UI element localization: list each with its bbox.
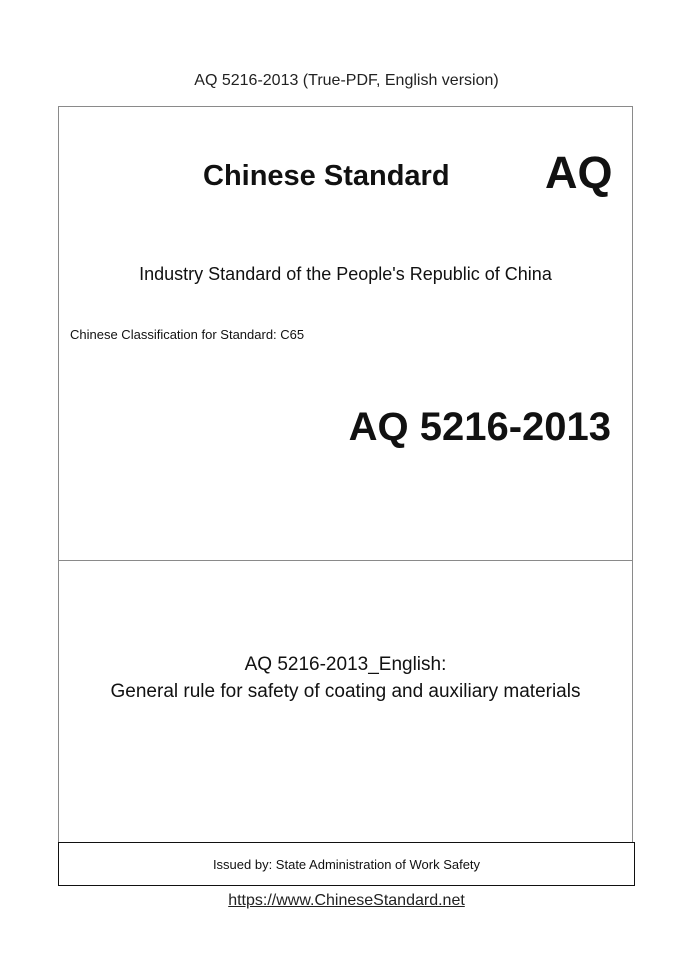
issuer-box xyxy=(58,842,635,886)
classification-label: Chinese Classification for Standard: C65 xyxy=(70,327,305,342)
website-link[interactable]: https://www.ChineseStandard.net xyxy=(228,892,465,909)
cover-heading: Chinese Standard xyxy=(203,160,450,192)
standard-title xyxy=(58,651,633,705)
industry-subtitle: Industry Standard of the People's Republic of China xyxy=(139,264,552,284)
standard-mark: AQ xyxy=(545,147,613,198)
section-divider xyxy=(58,560,633,561)
cover-frame xyxy=(58,106,633,885)
standard-number: AQ 5216-2013 xyxy=(348,405,611,449)
title-line-1: AQ 5216-2013_English: xyxy=(244,654,447,675)
document-caption: AQ 5216-2013 (True-PDF, English version) xyxy=(194,72,499,89)
title-line-2: General rule for safety of coating and auxiliary materials xyxy=(110,681,581,702)
issuer-label: Issued by: State Administration of Work Safety xyxy=(212,856,481,872)
